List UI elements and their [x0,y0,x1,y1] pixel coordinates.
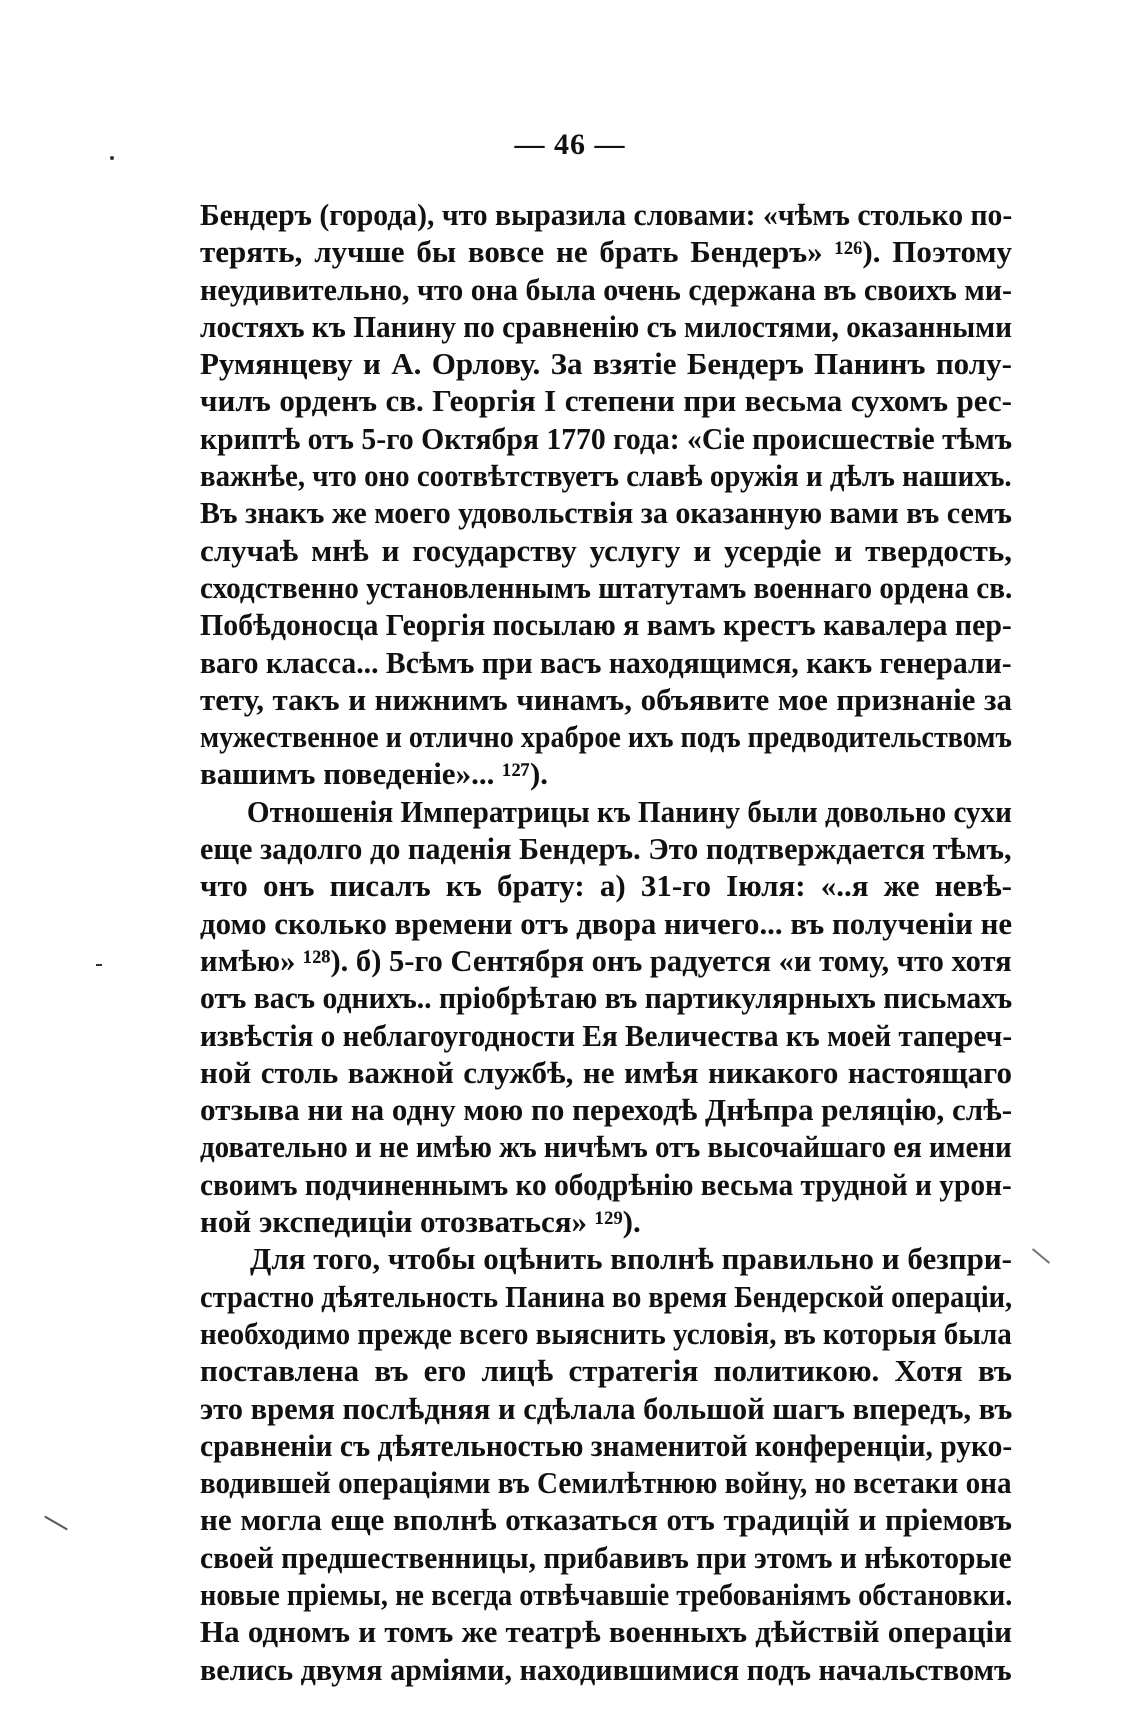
text-line: Въ знакъ же моего удовольствія за оказанную вами въ семъ [200,495,1012,531]
text-line: отъ васъ однихъ.. пріобрѣтаю въ партикулярныхъ письмахъ [200,980,1013,1016]
text-line: еще задолго до паденія Бендеръ. Это подтверждается тѣмъ, [200,831,1012,867]
text-line: важнѣе, что оно соотвѣтствуетъ славѣ оружія и дѣлъ нашихъ. [200,458,1012,494]
text-line: что онъ писалъ къ брату: а) 31-го Іюля: «..я же невѣ- [200,868,1012,904]
text-line: ваго класса... Всѣмъ при васъ находящимся, какъ генерали- [200,644,1012,680]
page-number: — 46 — [514,128,626,161]
stain-mark [96,964,102,966]
text-line: новые пріемы, не всегда отвѣчавшіе требованіямъ обстановки. [200,1576,1013,1612]
text-line: сходственно установленнымъ штатутамъ военнаго ордена св. [200,569,1013,605]
stain-mark [1032,1248,1050,1264]
text-line: Бендеръ (города), что выразила словами: «чѣмъ столько по- [200,197,1013,232]
text-line: ной столь важной службѣ, не имѣя никакого настоящаго [200,1054,1012,1090]
text-line: водившей операціями въ Семилѣтнюю войну, но всетаки она [200,1465,1012,1501]
text-line: имѣю» ¹²⁸). б) 5-го Сентября онъ радуется «и тому, что хотя [200,942,1012,978]
text-line: необходимо прежде всего выяснить условія, въ которыя была [200,1315,1012,1351]
body-text [200,196,1012,1688]
stain-mark [44,1516,68,1531]
text-line: мужественное и отлично храброе ихъ подъ предводительствомъ [200,719,1012,755]
text-line: страстно дѣятельность Панина во время Бендерской операціи, [200,1278,1013,1314]
text-line: криптѣ отъ 5-го Октября 1770 года: «Сіе происшествіе тѣмъ [200,420,1013,456]
text-line: поставлена въ его лицѣ стратегія политикою. Хотя въ [200,1353,1012,1389]
text-line: отзыва ни на одну мою по переходѣ Днѣпра реляцію, слѣ- [200,1092,1013,1128]
text-line: лостяхъ къ Панину по сравненію съ милостями, оказанными [200,308,1012,344]
text-line: случаѣ мнѣ и государству услугу и усердіе и твердость, [200,532,1012,568]
text-line: Для того, чтобы оцѣнить вполнѣ правильно и безпри- [250,1241,1012,1277]
text-line: довательно и не имѣю жъ ничѣмъ отъ высочайшаго ея имени [200,1129,1012,1165]
text-line: чилъ орденъ св. Георгія I степени при весьма сухомъ рес- [200,383,1012,419]
text-line: вашимъ поведеніе»... ¹²⁷). [200,756,549,792]
text-line: это время послѣдняя и сдѣлала большой шагъ впередъ, въ [200,1390,1013,1426]
text-line: На одномъ и томъ же театрѣ военныхъ дѣйствій операціи [200,1614,1012,1650]
text-line: ной экспедиціи отозваться» ¹²⁹). [200,1204,641,1240]
text-line: терять, лучше бы вовсе не брать Бендеръ» ¹²⁶). Поэтому [200,234,1012,270]
text-line: домо сколько времени отъ двора ничего... въ полученіи не [200,905,1013,941]
text-line: сравненіи съ дѣятельностью знаменитой конференціи, руко- [200,1427,1013,1463]
text-line: неудивительно, что она была очень сдержана въ своихъ ми- [200,271,1013,307]
text-line: велись двумя арміями, находившимися подъ начальствомъ [200,1651,1012,1687]
text-line: Румянцеву и А. Орлову. За взятіе Бендеръ Панинъ полу- [200,346,1012,382]
text-line: извѣстія о неблагоугодности Ея Величества къ моей тапереч- [200,1017,1013,1053]
text-line: Побѣдоносца Георгія посылаю я вамъ крестъ кавалера пер- [200,607,1012,643]
text-line: не могла еще вполнѣ отказаться отъ традицій и пріемовъ [200,1502,1012,1538]
text-line: Отношенія Императрицы къ Панину были довольно сухи [246,793,1012,829]
text-line: своей предшественницы, прибавивъ при этомъ и нѣкоторые [200,1539,1012,1575]
text-line: своимъ подчиненнымъ ко ободрѣнію весьма трудной и урон- [200,1166,1012,1202]
text-line: тету, такъ и нижнимъ чинамъ, объявите мое признаніе за [200,681,1012,717]
